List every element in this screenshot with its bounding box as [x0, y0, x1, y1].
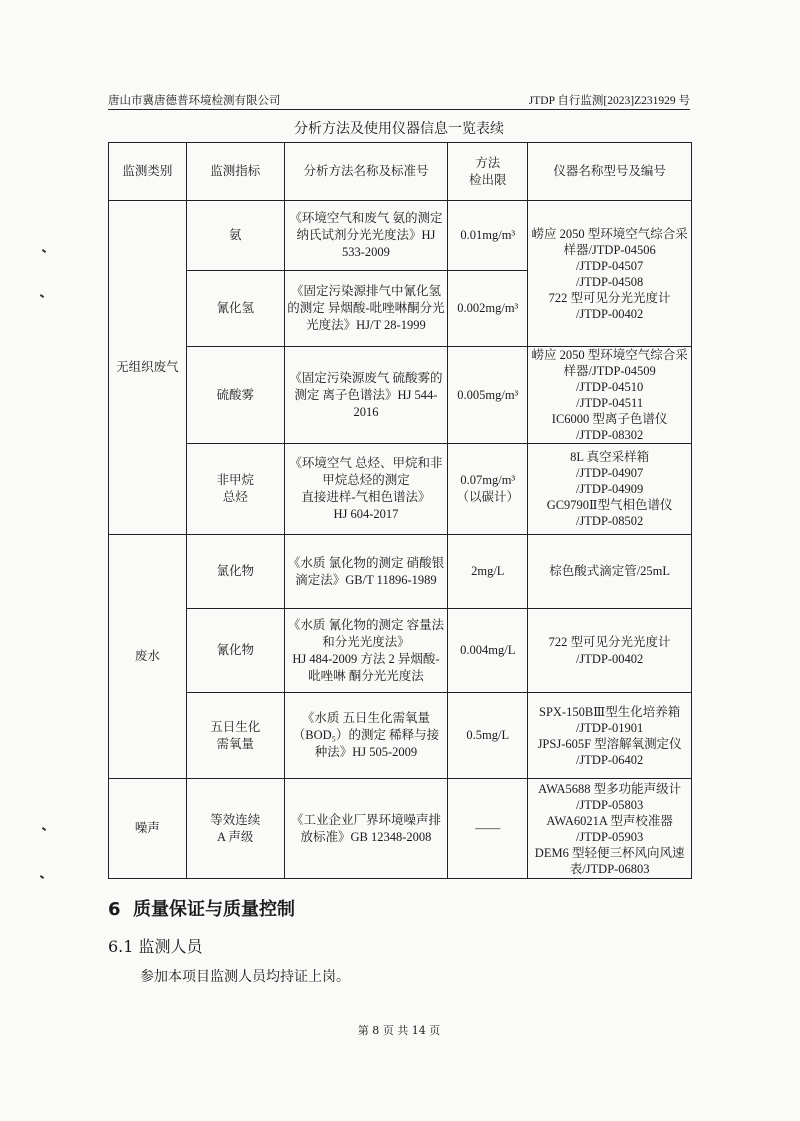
limit-cell: 2mg/L	[448, 535, 528, 609]
scan-speck	[42, 827, 46, 831]
table-header-row	[109, 143, 692, 201]
limit-cell: ——	[448, 779, 528, 879]
table-row	[109, 693, 692, 779]
indicator-cell: 氨	[186, 201, 284, 271]
section-heading-6: 6 质量保证与质量控制	[108, 899, 296, 920]
page-header	[108, 92, 690, 110]
method-cell: 《固定污染源废气 硫酸雾的测定 离子色谱法》HJ 544-2016	[284, 347, 448, 444]
instrument-cell: SPX-150BⅢ型生化培养箱 /JTDP-01901 JPSJ-605F 型溶解氧测定仪 /JTDP-06402	[528, 693, 692, 779]
instrument-cell: 8L 真空采样箱 /JTDP-04907 /JTDP-04909 GC9790Ⅱ型气相色谱仪 /JTDP-08502	[528, 444, 692, 535]
scan-speck	[40, 875, 44, 879]
method-cell: 《固定污染源排气中氰化氢的测定 异烟酸-吡唑啉酮分光光度法》HJ/T 28-1999	[284, 271, 448, 347]
instrument-cell: 722 型可见分光光度计 /JTDP-00402	[528, 609, 692, 693]
indicator-cell: 氰化氢	[186, 271, 284, 347]
table-caption: 分析方法及使用仪器信息一览表续	[294, 121, 504, 137]
header-detection-limit: 方法 检出限	[448, 143, 528, 201]
header-instrument: 仪器名称型号及编号	[528, 143, 692, 201]
method-cell: 《水质 氯化物的测定 硝酸银滴定法》GB/T 11896-1989	[284, 535, 448, 609]
indicator-cell: 等效连续 A 声级	[186, 779, 284, 879]
method-cell: 《环境空气 总烃、甲烷和非甲烷总烃的测定 直接进样-气相色谱法》 HJ 604-2017	[284, 444, 448, 535]
limit-cell: 0.07mg/m³ （以碳计）	[448, 444, 528, 535]
header-indicator: 监测指标	[186, 143, 284, 201]
scan-speck	[40, 294, 44, 298]
table-row	[109, 779, 692, 879]
indicator-cell: 非甲烷 总烃	[186, 444, 284, 535]
indicator-cell: 氯化物	[186, 535, 284, 609]
table-row	[109, 609, 692, 693]
section-heading-6-1: 6.1 监测人员	[108, 937, 203, 956]
method-cell: 《环境空气和废气 氨的测定 纳氏试剂分光光度法》HJ 533-2009	[284, 201, 448, 271]
table-row	[109, 201, 692, 271]
method-cell: 《水质 五日生化需氧量（BOD₅）的测定 稀释与接种法》HJ 505-2009	[284, 693, 448, 779]
instrument-cell: 崂应 2050 型环境空气综合采样器/JTDP-04506 /JTDP-04507 /JTDP-04508 722 型可见分光光度计 /JTDP-00402	[528, 201, 692, 347]
category-air: 无组织废气	[109, 201, 187, 535]
limit-cell: 0.002mg/m³	[448, 271, 528, 347]
category-noise: 噪声	[109, 779, 187, 879]
header-category: 监测类别	[109, 143, 187, 201]
header-method: 分析方法名称及标准号	[284, 143, 448, 201]
company-name: 唐山市冀唐德普环境检测有限公司	[108, 93, 281, 107]
instrument-cell: 崂应 2050 型环境空气综合采样器/JTDP-04509 /JTDP-04510 /JTDP-04511 IC6000 型离子色谱仪 /JTDP-08302	[528, 347, 692, 444]
report-number: JTDP 自行监测[2023]Z231929 号	[528, 95, 690, 107]
table-row	[109, 347, 692, 444]
limit-cell: 0.005mg/m³	[448, 347, 528, 444]
category-water: 废水	[109, 535, 187, 779]
method-cell: 《水质 氰化物的测定 容量法和分光光度法》 HJ 484-2009 方法 2 异烟酸-吡唑啉 酮分光光度法	[284, 609, 448, 693]
indicator-cell: 五日生化 需氧量	[186, 693, 284, 779]
scan-speck	[42, 249, 46, 253]
limit-cell: 0.5mg/L	[448, 693, 528, 779]
page-footer: 第 8 页 共 14 页	[357, 1024, 441, 1037]
section-6-1-paragraph: 参加本项目监测人员均持证上岗。	[140, 969, 350, 985]
method-cell: 《工业企业厂界环境噪声排放标准》GB 12348-2008	[284, 779, 448, 879]
indicator-cell: 硫酸雾	[186, 347, 284, 444]
table-row	[109, 444, 692, 535]
limit-cell: 0.01mg/m³	[448, 201, 528, 271]
indicator-cell: 氰化物	[186, 609, 284, 693]
method-instrument-table	[108, 142, 692, 879]
table-row	[109, 535, 692, 609]
instrument-cell: 棕色酸式滴定管/25mL	[528, 535, 692, 609]
limit-cell: 0.004mg/L	[448, 609, 528, 693]
instrument-cell: AWA5688 型多功能声级计 /JTDP-05803 AWA6021A 型声校准器 /JTDP-05903 DEM6 型轻便三杯风向风速表/JTDP-06803	[528, 779, 692, 879]
